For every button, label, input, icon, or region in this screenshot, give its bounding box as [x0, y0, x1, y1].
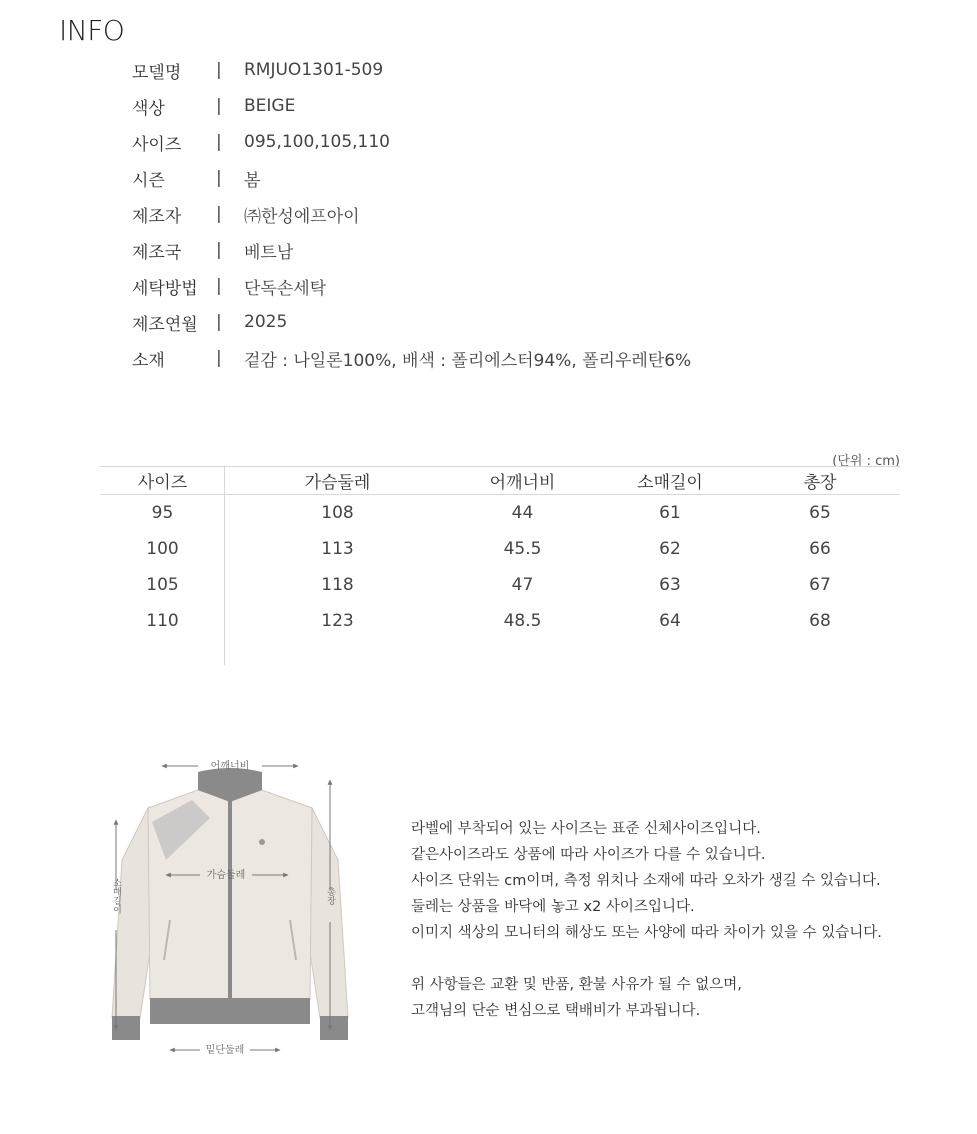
table-cell: 68: [809, 611, 831, 631]
table-header: [100, 466, 900, 495]
table-cell: 65: [809, 503, 831, 523]
info-row-country: [132, 232, 691, 268]
hem-label: 밑단둘레: [205, 1045, 245, 1056]
header-shoulder: 어깨너비: [489, 473, 556, 493]
table-cell: 63: [659, 575, 681, 595]
info-value: ㈜한성에프아이: [244, 206, 360, 227]
info-separator: |: [216, 240, 222, 260]
table-cell: 95: [151, 503, 174, 523]
info-value: 단독손세탁: [244, 278, 327, 299]
info-label: 모델명: [132, 62, 182, 83]
info-row-date: [132, 304, 691, 340]
info-separator: |: [216, 132, 222, 152]
spacer: [411, 946, 882, 972]
info-label: 시즌: [132, 170, 165, 191]
info-label: 제조자: [132, 206, 182, 227]
table-row: [100, 603, 900, 639]
table-cell: 108: [321, 503, 354, 523]
info-value: 봄: [244, 170, 261, 191]
table-row: [100, 495, 900, 531]
info-value: RMJUO1301-509: [244, 60, 384, 80]
header-sleeve: 소매길이: [637, 473, 703, 493]
sleeve-label: 소매길이: [111, 878, 121, 914]
info-separator: |: [216, 96, 222, 116]
length-label: 총장: [325, 887, 335, 905]
table-row: [100, 567, 900, 603]
header-size: 사이즈: [137, 473, 188, 493]
table-cell: 67: [809, 575, 831, 595]
header-length: 총장: [803, 473, 837, 493]
info-label: 소재: [132, 350, 165, 371]
product-info-list: [132, 52, 691, 376]
note-line: 고객님의 단순 변심으로 택배비가 부과됩니다.: [411, 1003, 701, 1019]
table-cell: 110: [146, 611, 179, 631]
info-label: 제조연월: [132, 314, 198, 335]
note-line: 이미지 색상의 모니터의 해상도 또는 사양에 따라 차이가 있을 수 있습니다.: [411, 925, 882, 941]
table-cell: 105: [146, 575, 179, 595]
note-line: 위 사항들은 교환 및 반품, 환불 사유가 될 수 없으며,: [411, 977, 742, 993]
info-label: 사이즈: [132, 134, 182, 155]
unit-label: (단위 : cm): [832, 454, 900, 469]
info-separator: |: [216, 348, 222, 368]
table-cell: 47: [511, 575, 534, 595]
size-table: [100, 466, 900, 639]
info-row-material: [132, 340, 691, 376]
table-cell: 62: [659, 539, 681, 559]
note-line: 같은사이즈라도 상품에 따라 사이즈가 다를 수 있습니다.: [411, 847, 766, 863]
info-label: 제조국: [132, 242, 182, 263]
table-row: [100, 531, 900, 567]
info-row-model: [132, 52, 691, 88]
table-cell: 123: [321, 611, 354, 631]
header-chest: 가슴둘레: [304, 473, 371, 493]
table-cell: 64: [659, 611, 681, 631]
table-cell: 118: [321, 575, 354, 595]
chest-label: 가슴둘레: [206, 870, 246, 881]
table-cell: 113: [321, 539, 354, 559]
note-line: 사이즈 단위는 cm이며, 측정 위치나 소재에 따라 오차가 생길 수 있습니다.: [411, 873, 881, 889]
table-cell: 45.5: [503, 539, 542, 559]
table-divider: [224, 466, 225, 665]
info-title: INFO: [59, 14, 125, 47]
note-line: 라벨에 부착되어 있는 사이즈는 표준 신체사이즈입니다.: [411, 821, 761, 837]
info-separator: |: [216, 60, 222, 80]
shoulder-label: 어깨너비: [210, 761, 250, 772]
info-row-size: [132, 124, 691, 160]
info-value: 095,100,105,110: [244, 132, 391, 152]
info-separator: |: [216, 204, 222, 224]
info-separator: |: [216, 168, 222, 188]
info-row-color: [132, 88, 691, 124]
table-cell: 44: [511, 503, 534, 523]
info-row-season: [132, 160, 691, 196]
info-row-manufacturer: [132, 196, 691, 232]
info-value: 베트남: [244, 242, 294, 263]
info-label: 색상: [132, 98, 165, 119]
info-value: 2025: [244, 312, 288, 332]
info-separator: |: [216, 276, 222, 296]
info-separator: |: [216, 312, 222, 332]
info-row-washing: [132, 268, 691, 304]
jacket-illustration: [100, 750, 360, 1070]
table-cell: 66: [809, 539, 831, 559]
info-label: 세탁방법: [132, 278, 198, 299]
measurement-diagram: [100, 750, 360, 1070]
table-cell: 61: [659, 503, 681, 523]
table-cell: 100: [146, 539, 179, 559]
note-line: 둘레는 상품을 바닥에 놓고 x2 사이즈입니다.: [411, 899, 695, 915]
info-value: BEIGE: [244, 96, 296, 116]
table-cell: 48.5: [503, 611, 542, 631]
info-value: 겉감 : 나일론100%, 배색 : 폴리에스터94%, 폴리우레탄6%: [244, 350, 692, 371]
size-notes: [411, 816, 882, 1024]
